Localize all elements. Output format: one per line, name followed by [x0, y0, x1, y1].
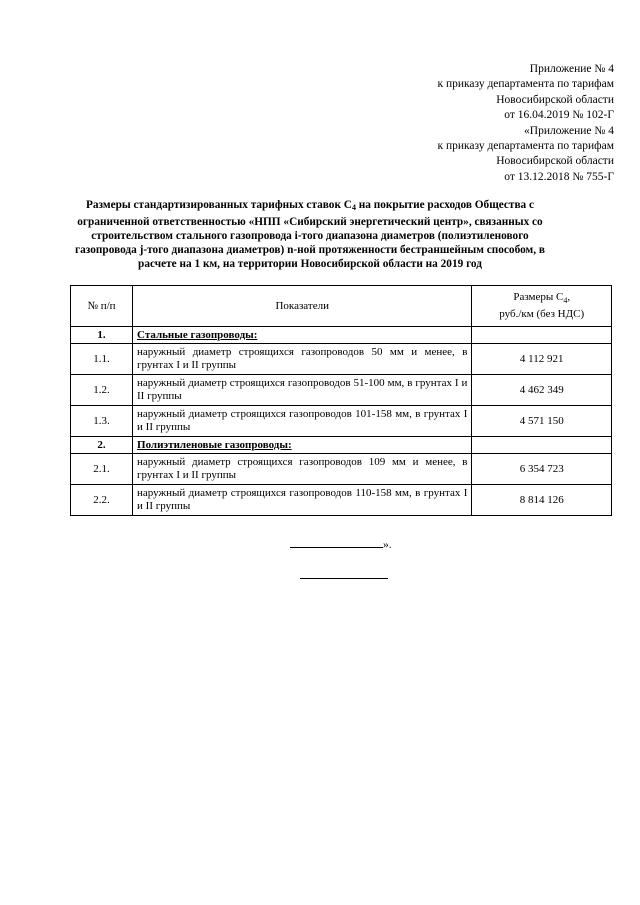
- end-divider: [300, 578, 388, 579]
- row-desc: наружный диаметр строящихся газопроводов 109 мм и менее, в грунтах I и II группы: [133, 454, 472, 485]
- header-size-unit: руб./км (без НДС): [499, 307, 585, 320]
- header-line: к приказу департамента по тарифам: [437, 140, 614, 153]
- title-part2: на покрытие расходов Общества с ограниченной ответственностью «НПП «Сибирский энергетический центр», связанных со строительством стального газопровода i-того диапазона диаметров (полиэтиленового газопровода j-того диапазона диаметров) n-ной протяженности бестраншейным способом, в расчете на 1 км, на территории Новосибирской области на 2019 год: [75, 199, 545, 270]
- header-num: № п/п: [71, 286, 133, 327]
- header-size-sub: 4: [563, 296, 568, 306]
- row-num: 2.1.: [71, 454, 133, 485]
- row-value: 4 462 349: [472, 375, 612, 406]
- header-indicator: Показатели: [133, 286, 472, 327]
- header-line: от 16.04.2019 № 102-Г: [504, 109, 614, 122]
- title-part1: Размеры стандартизированных тарифных ставок С: [85, 199, 352, 211]
- section-empty: [472, 437, 612, 454]
- row-desc: наружный диаметр строящихся газопроводов 50 мм и менее, в грунтах I и II группы: [133, 344, 472, 375]
- tariff-table: [70, 285, 612, 516]
- section-empty: [472, 327, 612, 344]
- title-subscript: 4: [351, 203, 356, 212]
- row-value: 4 112 921: [472, 344, 612, 375]
- document-header: [437, 62, 614, 185]
- closing-underline: [290, 537, 383, 548]
- section-row: [71, 437, 612, 454]
- table-row: [71, 454, 612, 485]
- table-header-row: [71, 286, 612, 327]
- closing-mark: [290, 537, 392, 551]
- section-num: 1.: [71, 327, 133, 344]
- row-desc: наружный диаметр строящихся газопроводов 51-100 мм, в грунтах I и II группы: [133, 375, 472, 406]
- row-value: 4 571 150: [472, 406, 612, 437]
- header-size-prefix: Размеры С: [513, 291, 564, 304]
- row-value: 8 814 126: [472, 485, 612, 516]
- row-value: 6 354 723: [472, 454, 612, 485]
- header-line: Новосибирской области: [496, 155, 614, 168]
- section-num: 2.: [71, 437, 133, 454]
- table-row: [71, 485, 612, 516]
- table-row: [71, 344, 612, 375]
- header-line: «Приложение № 4: [524, 124, 614, 137]
- table-row: [71, 375, 612, 406]
- row-num: 1.1.: [71, 344, 133, 375]
- table-row: [71, 406, 612, 437]
- header-line: Новосибирской области: [496, 93, 614, 106]
- header-line: Приложение № 4: [529, 63, 614, 75]
- header-line: от 13.12.2018 № 755-Г: [504, 170, 614, 183]
- header-size: [472, 286, 612, 327]
- document-title: [70, 198, 550, 271]
- section-row: [71, 327, 612, 344]
- row-num: 1.3.: [71, 406, 133, 437]
- row-desc: наружный диаметр строящихся газопроводов 110-158 мм, в грунтах I и II группы: [133, 485, 472, 516]
- row-num: 2.2.: [71, 485, 133, 516]
- section-title: Полиэтиленовые газопроводы:: [133, 437, 472, 454]
- row-num: 1.2.: [71, 375, 133, 406]
- header-size-suffix: ,: [567, 291, 571, 304]
- header-line: к приказу департамента по тарифам: [437, 78, 614, 91]
- closing-suffix: ».: [383, 539, 392, 551]
- row-desc: наружный диаметр строящихся газопроводов 101-158 мм, в грунтах I и II группы: [133, 406, 472, 437]
- section-title: Стальные газопроводы:: [133, 327, 472, 344]
